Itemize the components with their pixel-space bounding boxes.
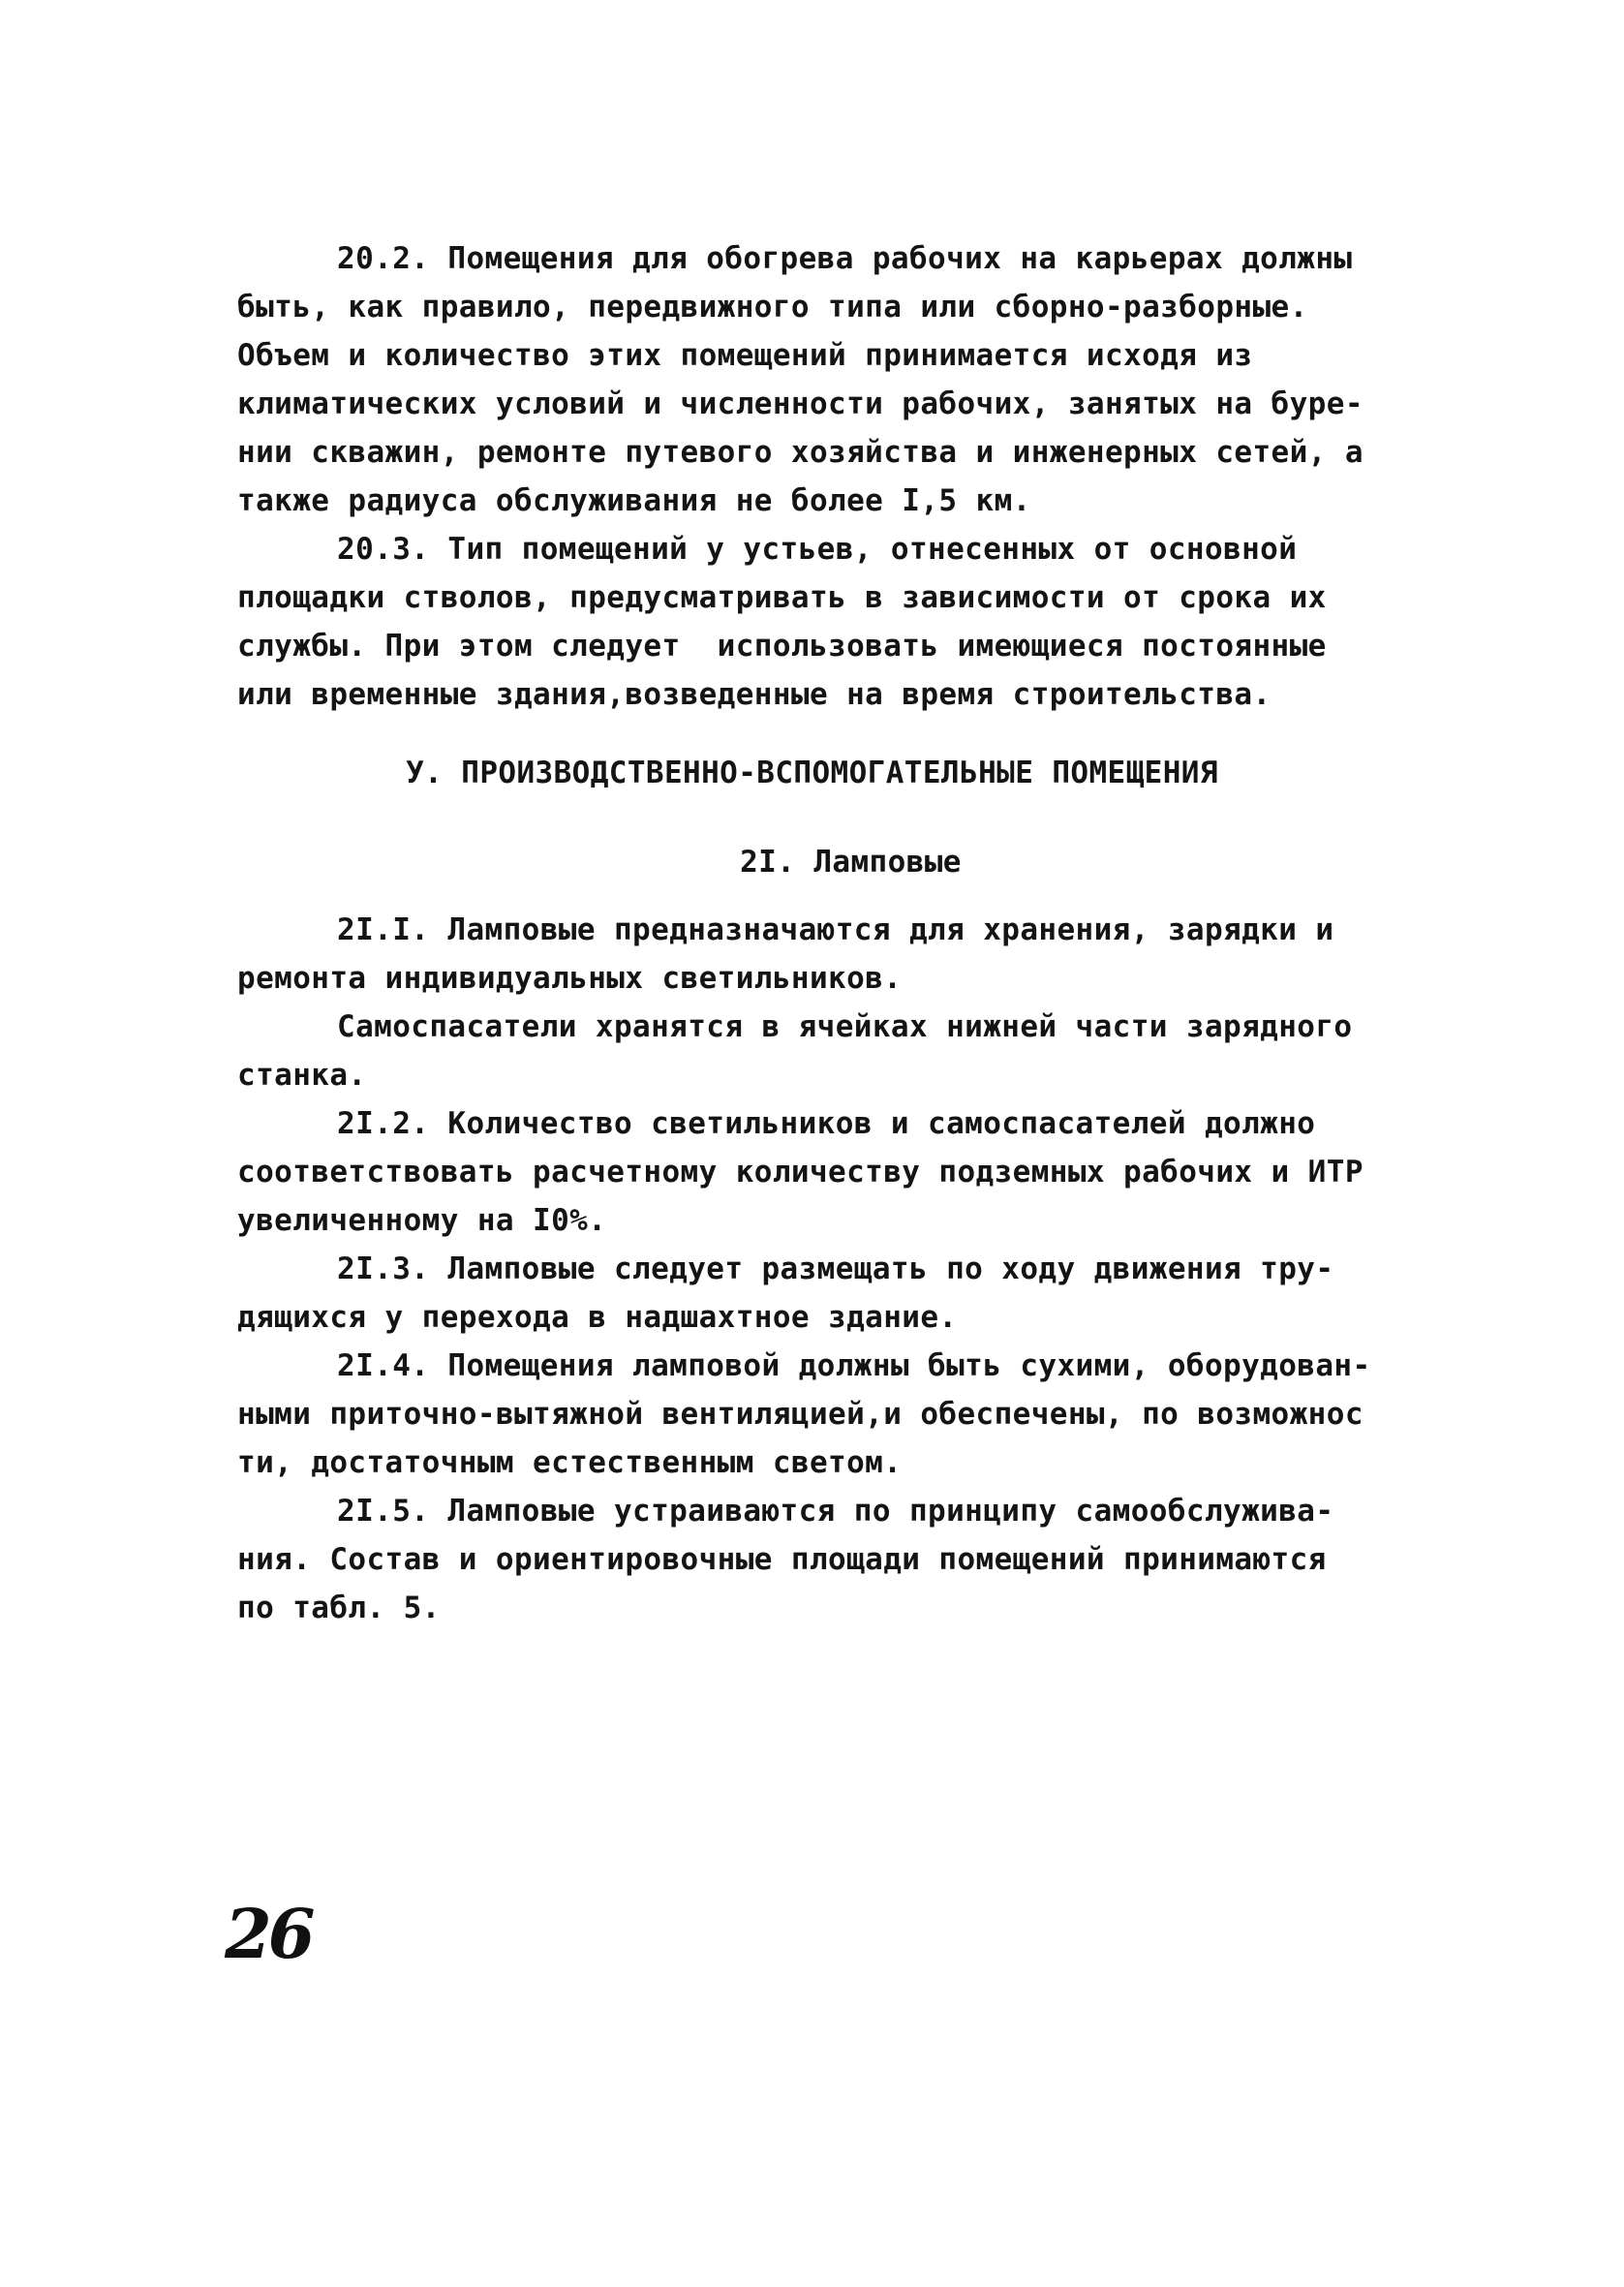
text-line: 2I.I. Ламповые предназначаются для хранения, зарядки и — [337, 912, 1334, 947]
text-line: площадки стволов, предусматривать в зависимости от срока их — [237, 580, 1327, 615]
text-line: также радиуса обслуживания не более I,5 км. — [237, 483, 1031, 518]
text-line: по табл. 5. — [237, 1591, 441, 1625]
text-line: ти, достаточным естественным светом. — [237, 1445, 903, 1480]
paragraphs-20 — [237, 234, 1438, 719]
text-line: 20.3. Тип помещений у устьев, отнесенных от основной — [337, 532, 1298, 567]
text-line: 2I.2. Количество светильников и самоспасателей должно — [337, 1106, 1316, 1141]
text-line: Самоспасатели хранятся в ячейках нижней части зарядного — [337, 1009, 1353, 1044]
text-line: климатических условий и численности рабочих, занятых на буре- — [237, 386, 1364, 421]
text-line: соответствовать расчетному количеству подземных рабочих и ИТР — [237, 1155, 1364, 1190]
text-line: дящихся у перехода в надшахтное здание. — [237, 1300, 958, 1335]
text-line: 20.2. Помещения для обогрева рабочих на карьерах должны — [337, 241, 1353, 276]
text-line: станка. — [237, 1058, 367, 1093]
section-heading: У. ПРОИЗВОДСТВЕННО-ВСПОМОГАТЕЛЬНЫЕ ПОМЕЩЕНИЯ — [406, 756, 1218, 790]
text-line: ными приточно-вытяжной вентиляцией,и обеспечены, по возможнос — [237, 1397, 1364, 1432]
text-line: или временные здания,возведенные на время строительства. — [237, 677, 1272, 712]
text-line: службы. При этом следует использовать имеющиеся постоянные — [237, 629, 1327, 664]
subsection-heading: 2I. Ламповые — [740, 845, 962, 880]
handwritten-page-number: 26 — [225, 1894, 312, 1974]
paragraphs-21 — [237, 906, 1438, 1632]
text-line: ния. Состав и ориентировочные площади помещений принимаются — [237, 1542, 1327, 1577]
text-line: нии скважин, ремонте путевого хозяйства и инженерных сетей, а — [237, 435, 1364, 470]
text-line: ремонта индивидуальных светильников. — [237, 961, 903, 996]
text-line: Объем и количество этих помещений принимается исходя из — [237, 338, 1253, 373]
text-line: 2I.3. Ламповые следует размещать по ходу движения тру- — [337, 1252, 1334, 1286]
text-line: 2I.4. Помещения ламповой должны быть сухими, оборудован- — [337, 1348, 1371, 1383]
text-line: быть, как правило, передвижного типа или сборно-разборные. — [237, 290, 1308, 325]
text-line: 2I.5. Ламповые устраиваются по принципу самообслужива- — [337, 1494, 1334, 1529]
text-line: увеличенному на I0%. — [237, 1203, 607, 1238]
